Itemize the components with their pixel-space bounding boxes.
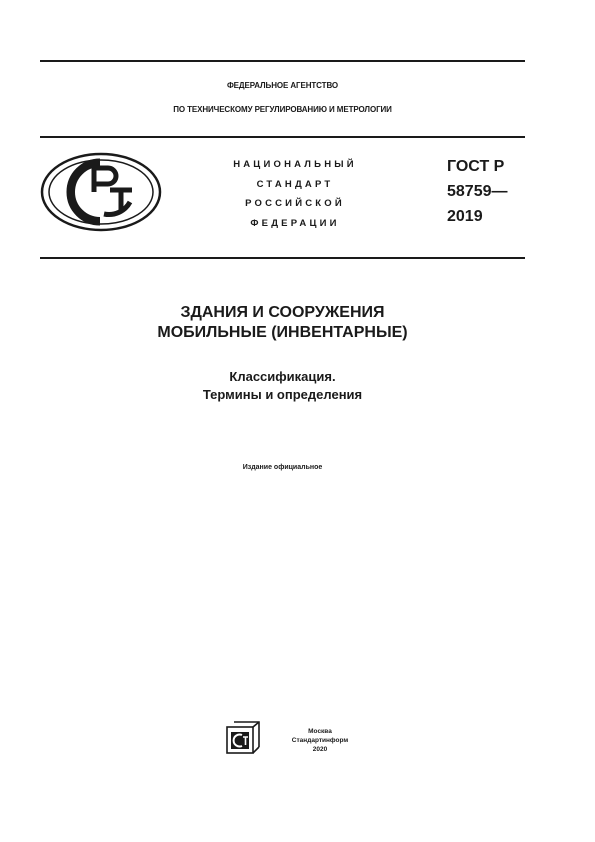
header-rule bbox=[40, 136, 525, 138]
top-rule bbox=[40, 60, 525, 62]
title-line-2: МОБИЛЬНЫЕ (ИНВЕНТАРНЫЕ) bbox=[157, 324, 408, 341]
imprint-publisher: Стандартинформ bbox=[291, 737, 349, 744]
agency-line-1: ФЕДЕРАЛЬНОЕ АГЕНТСТВО bbox=[226, 81, 339, 90]
standard-number: 58759— bbox=[447, 183, 508, 200]
standard-year: 2019 bbox=[447, 208, 483, 225]
standard-type bbox=[200, 155, 390, 233]
standard-designation bbox=[447, 154, 508, 229]
imprint bbox=[280, 727, 360, 754]
document-subtitle bbox=[40, 368, 525, 404]
standard-type-line-3: РОССИЙСКОЙ bbox=[245, 198, 345, 209]
standard-type-line-1: НАЦИОНАЛЬНЫЙ bbox=[233, 159, 357, 170]
agency-line-2: ПО ТЕХНИЧЕСКОМУ РЕГУЛИРОВАНИЮ И МЕТРОЛОГИИ bbox=[173, 105, 392, 114]
standard-type-line-4: ФЕДЕРАЦИИ bbox=[250, 217, 340, 229]
publisher-logo-icon bbox=[226, 721, 260, 755]
standard-code: ГОСТ Р bbox=[447, 158, 505, 175]
designation-rule bbox=[40, 257, 525, 259]
standard-type-line-2: СТАНДАРТ bbox=[256, 178, 334, 190]
subtitle-line-2: Термины и определения bbox=[202, 387, 363, 402]
edition-note: Издание официальное bbox=[242, 464, 323, 471]
document-title bbox=[40, 303, 525, 343]
imprint-year: 2020 bbox=[312, 746, 328, 753]
rst-mark-icon bbox=[40, 152, 162, 232]
subtitle-line-1: Классификация. bbox=[229, 369, 336, 384]
imprint-city: Москва bbox=[308, 728, 332, 735]
title-line-1: ЗДАНИЯ И СООРУЖЕНИЯ bbox=[180, 304, 385, 321]
